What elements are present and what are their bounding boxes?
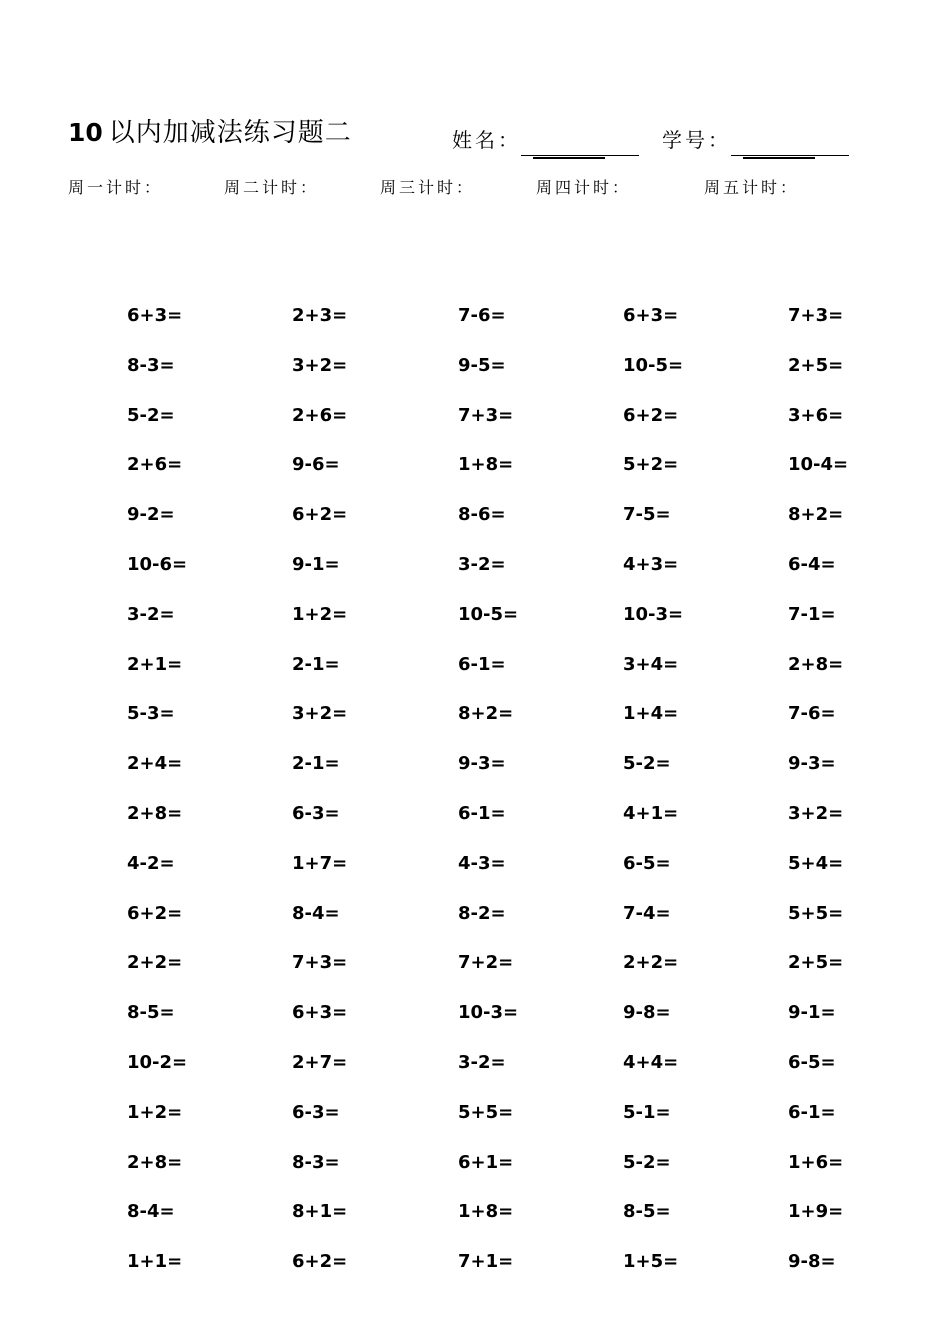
timer-monday: 周一计时： [68, 178, 164, 197]
problem-r20-c2: 6+2= [292, 1251, 348, 1273]
problem-r15-c2: 6+3= [292, 1002, 348, 1024]
problem-r2-c2: 3+2= [292, 354, 348, 376]
problem-r9-c5: 7-6= [788, 703, 836, 725]
problem-r16-c1: 10-2= [127, 1052, 188, 1073]
problem-r17-c5: 6-1= [788, 1101, 836, 1123]
student-id-field [662, 124, 849, 153]
problem-r12-c2: 1+7= [292, 852, 348, 874]
timer-wednesday: 周三计时： [380, 178, 476, 197]
problem-r2-c4: 10-5= [623, 354, 684, 376]
problem-r8-c4: 3+4= [623, 653, 679, 675]
problem-r4-c4: 5+2= [623, 454, 679, 476]
problem-r13-c2: 8-4= [292, 902, 340, 924]
problem-r7-c5: 7-1= [788, 603, 836, 625]
problem-r19-c2: 8+1= [292, 1201, 348, 1223]
problem-r6-c3: 3-2= [458, 554, 506, 575]
problem-r7-c1: 3-2= [127, 603, 175, 625]
student-id-label: 学号： [662, 128, 731, 152]
problem-r3-c5: 3+6= [788, 404, 844, 426]
problem-r19-c3: 1+8= [458, 1201, 514, 1223]
problem-r8-c5: 2+8= [788, 653, 844, 675]
problem-r9-c2: 3+2= [292, 703, 348, 725]
problem-r9-c1: 5-3= [127, 703, 175, 725]
problem-r6-c4: 4+3= [623, 554, 679, 575]
problem-r12-c3: 4-3= [458, 852, 506, 874]
problem-r16-c3: 3-2= [458, 1052, 506, 1073]
student-id-blank[interactable] [731, 133, 849, 153]
problem-r1-c3: 7-6= [458, 305, 506, 326]
problem-r10-c2: 2-1= [292, 753, 340, 775]
problem-r2-c5: 2+5= [788, 354, 844, 376]
problem-r11-c1: 2+8= [127, 803, 183, 824]
problem-r20-c1: 1+1= [127, 1251, 183, 1273]
problem-r8-c2: 2-1= [292, 653, 340, 675]
problem-r12-c4: 6-5= [623, 852, 671, 874]
problem-r1-c1: 6+3= [127, 305, 183, 326]
problem-r15-c5: 9-1= [788, 1002, 836, 1024]
problem-r10-c1: 2+4= [127, 753, 183, 775]
problem-r3-c2: 2+6= [292, 404, 348, 426]
problem-r17-c3: 5+5= [458, 1101, 514, 1123]
problem-r10-c5: 9-3= [788, 753, 836, 775]
worksheet-title [68, 112, 352, 149]
problem-r17-c2: 6-3= [292, 1101, 340, 1123]
problem-r14-c4: 2+2= [623, 952, 679, 974]
problem-r4-c3: 1+8= [458, 454, 514, 476]
problem-r9-c4: 1+4= [623, 703, 679, 725]
problem-r9-c3: 8+2= [458, 703, 514, 725]
name-label: 姓名： [452, 128, 521, 152]
problem-r7-c2: 1+2= [292, 603, 348, 625]
problem-r5-c5: 8+2= [788, 504, 844, 526]
problem-r20-c4: 1+5= [623, 1251, 679, 1273]
problem-r1-c5: 7+3= [788, 305, 844, 326]
problem-r5-c4: 7-5= [623, 504, 671, 526]
problem-r3-c4: 6+2= [623, 404, 679, 426]
problem-r8-c1: 2+1= [127, 653, 183, 675]
problem-r18-c2: 8-3= [292, 1151, 340, 1173]
problem-r18-c3: 6+1= [458, 1151, 514, 1173]
problem-r14-c3: 7+2= [458, 952, 514, 974]
problem-r1-c4: 6+3= [623, 305, 679, 326]
name-blank[interactable] [521, 133, 639, 153]
problem-r4-c5: 10-4= [788, 454, 849, 476]
problem-r20-c5: 9-8= [788, 1251, 836, 1273]
problem-r16-c5: 6-5= [788, 1052, 836, 1073]
problem-r7-c4: 10-3= [623, 603, 684, 625]
timer-tuesday: 周二计时： [224, 178, 320, 197]
title-number: 10 [68, 118, 103, 147]
timer-friday: 周五计时： [704, 178, 800, 197]
problem-r17-c1: 1+2= [127, 1101, 183, 1123]
timer-thursday: 周四计时： [536, 178, 632, 197]
problem-r2-c3: 9-5= [458, 354, 506, 376]
name-field [452, 124, 639, 153]
problem-r11-c3: 6-1= [458, 803, 506, 824]
problem-r15-c4: 9-8= [623, 1002, 671, 1024]
problem-r11-c4: 4+1= [623, 803, 679, 824]
problem-r3-c1: 5-2= [127, 404, 175, 426]
problem-r12-c1: 4-2= [127, 852, 175, 874]
problem-r15-c3: 10-3= [458, 1002, 519, 1024]
title-text: 以内加减法练习题二 [108, 118, 352, 148]
problem-r13-c3: 8-2= [458, 902, 506, 924]
problem-r13-c5: 5+5= [788, 902, 844, 924]
problem-r14-c2: 7+3= [292, 952, 348, 974]
problem-r19-c5: 1+9= [788, 1201, 844, 1223]
problem-r6-c1: 10-6= [127, 554, 188, 575]
problem-r13-c1: 6+2= [127, 902, 183, 924]
problem-r20-c3: 7+1= [458, 1251, 514, 1273]
problem-r15-c1: 8-5= [127, 1002, 175, 1024]
problem-r19-c4: 8-5= [623, 1201, 671, 1223]
problem-r8-c3: 6-1= [458, 653, 506, 675]
problem-r4-c2: 9-6= [292, 454, 340, 476]
problem-r7-c3: 10-5= [458, 603, 519, 625]
problem-r2-c1: 8-3= [127, 354, 175, 376]
problem-r18-c4: 5-2= [623, 1151, 671, 1173]
problem-r17-c4: 5-1= [623, 1101, 671, 1123]
problem-r6-c5: 6-4= [788, 554, 836, 575]
problem-r18-c1: 2+8= [127, 1151, 183, 1173]
problem-r13-c4: 7-4= [623, 902, 671, 924]
problem-r5-c2: 6+2= [292, 504, 348, 526]
problem-r16-c2: 2+7= [292, 1052, 348, 1073]
problem-r5-c1: 9-2= [127, 504, 175, 526]
problem-r3-c3: 7+3= [458, 404, 514, 426]
problem-r1-c2: 2+3= [292, 305, 348, 326]
problem-r10-c3: 9-3= [458, 753, 506, 775]
problem-r4-c1: 2+6= [127, 454, 183, 476]
problem-r14-c5: 2+5= [788, 952, 844, 974]
problem-r11-c2: 6-3= [292, 803, 340, 824]
problem-r12-c5: 5+4= [788, 852, 844, 874]
problem-r14-c1: 2+2= [127, 952, 183, 974]
problem-r10-c4: 5-2= [623, 753, 671, 775]
problem-r5-c3: 8-6= [458, 504, 506, 526]
problem-r11-c5: 3+2= [788, 803, 844, 824]
problem-r16-c4: 4+4= [623, 1052, 679, 1073]
problem-r18-c5: 1+6= [788, 1151, 844, 1173]
problem-r6-c2: 9-1= [292, 554, 340, 575]
problem-r19-c1: 8-4= [127, 1201, 175, 1223]
